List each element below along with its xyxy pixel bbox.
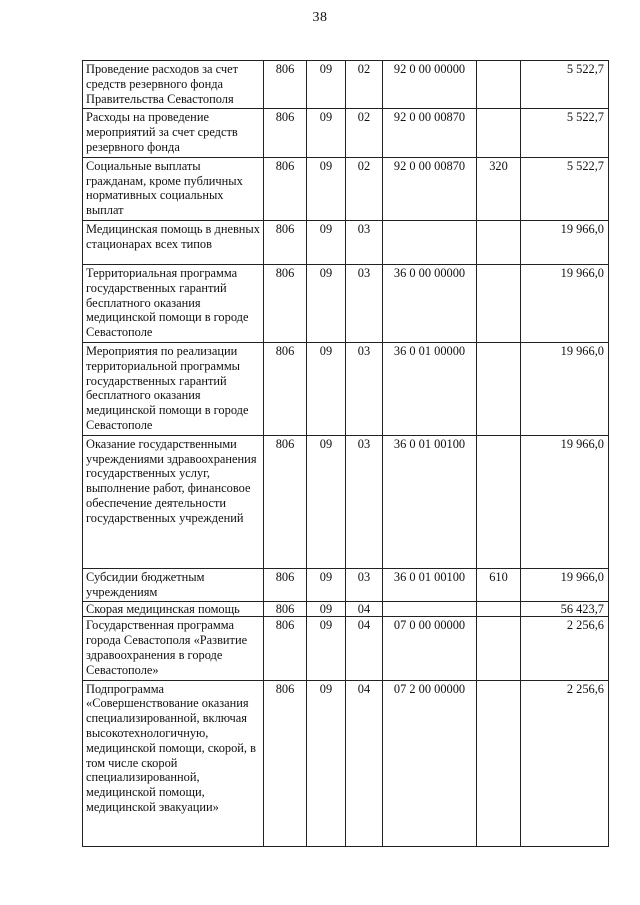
subsection-code-cell: 04	[346, 602, 383, 617]
ministry-code-cell: 806	[264, 109, 307, 157]
expense-type-cell: 610	[477, 568, 521, 602]
section-code-cell: 09	[307, 617, 346, 680]
expense-type-cell	[477, 602, 521, 617]
expense-name-cell: Социальные выплаты гражданам, кроме публичных нормативных социальных выплат	[83, 157, 264, 220]
ministry-code-cell: 806	[264, 568, 307, 602]
subsection-code-cell: 02	[346, 109, 383, 157]
table-row	[83, 568, 609, 602]
expense-name-cell: Проведение расходов за счет средств резервного фонда Правительства Севастополя	[83, 61, 264, 109]
amount-cell: 5 522,7	[521, 61, 609, 109]
target-article-cell: 07 2 00 00000	[383, 680, 477, 846]
expense-type-cell	[477, 617, 521, 680]
table-row	[83, 617, 609, 680]
subsection-code-cell: 03	[346, 264, 383, 342]
table-row	[83, 435, 609, 568]
target-article-cell: 36 0 00 00000	[383, 264, 477, 342]
amount-cell: 19 966,0	[521, 220, 609, 264]
section-code-cell: 09	[307, 342, 346, 435]
section-code-cell: 09	[307, 602, 346, 617]
expense-type-cell	[477, 342, 521, 435]
target-article-cell	[383, 220, 477, 264]
ministry-code-cell: 806	[264, 264, 307, 342]
target-article-cell: 07 0 00 00000	[383, 617, 477, 680]
amount-cell: 19 966,0	[521, 264, 609, 342]
ministry-code-cell: 806	[264, 61, 307, 109]
target-article-cell: 36 0 01 00000	[383, 342, 477, 435]
expense-name-cell: Государственная программа города Севастополя «Развитие здравоохранения в городе Севастополе»	[83, 617, 264, 680]
expense-type-cell	[477, 264, 521, 342]
subsection-code-cell: 04	[346, 617, 383, 680]
table-row	[83, 602, 609, 617]
target-article-cell: 92 0 00 00870	[383, 157, 477, 220]
ministry-code-cell: 806	[264, 435, 307, 568]
amount-cell: 19 966,0	[521, 342, 609, 435]
subsection-code-cell: 03	[346, 568, 383, 602]
target-article-cell: 36 0 01 00100	[383, 568, 477, 602]
subsection-code-cell: 03	[346, 220, 383, 264]
expense-name-cell: Скорая медицинская помощь	[83, 602, 264, 617]
subsection-code-cell: 03	[346, 342, 383, 435]
ministry-code-cell: 806	[264, 157, 307, 220]
amount-cell: 2 256,6	[521, 617, 609, 680]
table-row	[83, 109, 609, 157]
subsection-code-cell: 02	[346, 157, 383, 220]
table-row	[83, 157, 609, 220]
expense-name-cell: Расходы на проведение мероприятий за счет средств резервного фонда	[83, 109, 264, 157]
ministry-code-cell: 806	[264, 602, 307, 617]
section-code-cell: 09	[307, 220, 346, 264]
amount-cell: 5 522,7	[521, 109, 609, 157]
amount-cell: 56 423,7	[521, 602, 609, 617]
table-row	[83, 220, 609, 264]
page-number: 38	[312, 10, 328, 25]
table-row	[83, 61, 609, 109]
expense-type-cell	[477, 435, 521, 568]
ministry-code-cell: 806	[264, 342, 307, 435]
section-code-cell: 09	[307, 157, 346, 220]
section-code-cell: 09	[307, 680, 346, 846]
ministry-code-cell: 806	[264, 220, 307, 264]
table-row	[83, 264, 609, 342]
subsection-code-cell: 03	[346, 435, 383, 568]
section-code-cell: 09	[307, 568, 346, 602]
amount-cell: 19 966,0	[521, 435, 609, 568]
target-article-cell	[383, 602, 477, 617]
table-row	[83, 342, 609, 435]
section-code-cell: 09	[307, 264, 346, 342]
amount-cell: 19 966,0	[521, 568, 609, 602]
budget-table	[82, 60, 609, 847]
target-article-cell: 36 0 01 00100	[383, 435, 477, 568]
section-code-cell: 09	[307, 435, 346, 568]
subsection-code-cell: 04	[346, 680, 383, 846]
expense-name-cell: Медицинская помощь в дневных стационарах всех типов	[83, 220, 264, 264]
expense-name-cell: Территориальная программа государственных гарантий бесплатного оказания медицинской помощи в городе Севастополе	[83, 264, 264, 342]
expense-type-cell	[477, 680, 521, 846]
expense-type-cell	[477, 109, 521, 157]
expense-name-cell: Подпрограмма «Совершенствование оказания специализированной, включая высокотехнологичную, медицинской помощи, скорой, в том числе скорой специализированной, медицинской помощи, медицинской эвакуации»	[83, 680, 264, 846]
expense-name-cell: Субсидии бюджетным учреждениям	[83, 568, 264, 602]
expense-name-cell: Мероприятия по реализации территориальной программы государственных гарантий бесплатного оказания медицинской помощи в городе Севастополе	[83, 342, 264, 435]
expense-type-cell	[477, 220, 521, 264]
expense-type-cell	[477, 61, 521, 109]
amount-cell: 2 256,6	[521, 680, 609, 846]
section-code-cell: 09	[307, 61, 346, 109]
expense-type-cell: 320	[477, 157, 521, 220]
table-row	[83, 680, 609, 846]
ministry-code-cell: 806	[264, 617, 307, 680]
subsection-code-cell: 02	[346, 61, 383, 109]
ministry-code-cell: 806	[264, 680, 307, 846]
amount-cell: 5 522,7	[521, 157, 609, 220]
expense-name-cell: Оказание государственными учреждениями здравоохранения государственных услуг, выполнение работ, финансовое обеспечение деятельности государственных учреждений	[83, 435, 264, 568]
target-article-cell: 92 0 00 00000	[383, 61, 477, 109]
target-article-cell: 92 0 00 00870	[383, 109, 477, 157]
section-code-cell: 09	[307, 109, 346, 157]
